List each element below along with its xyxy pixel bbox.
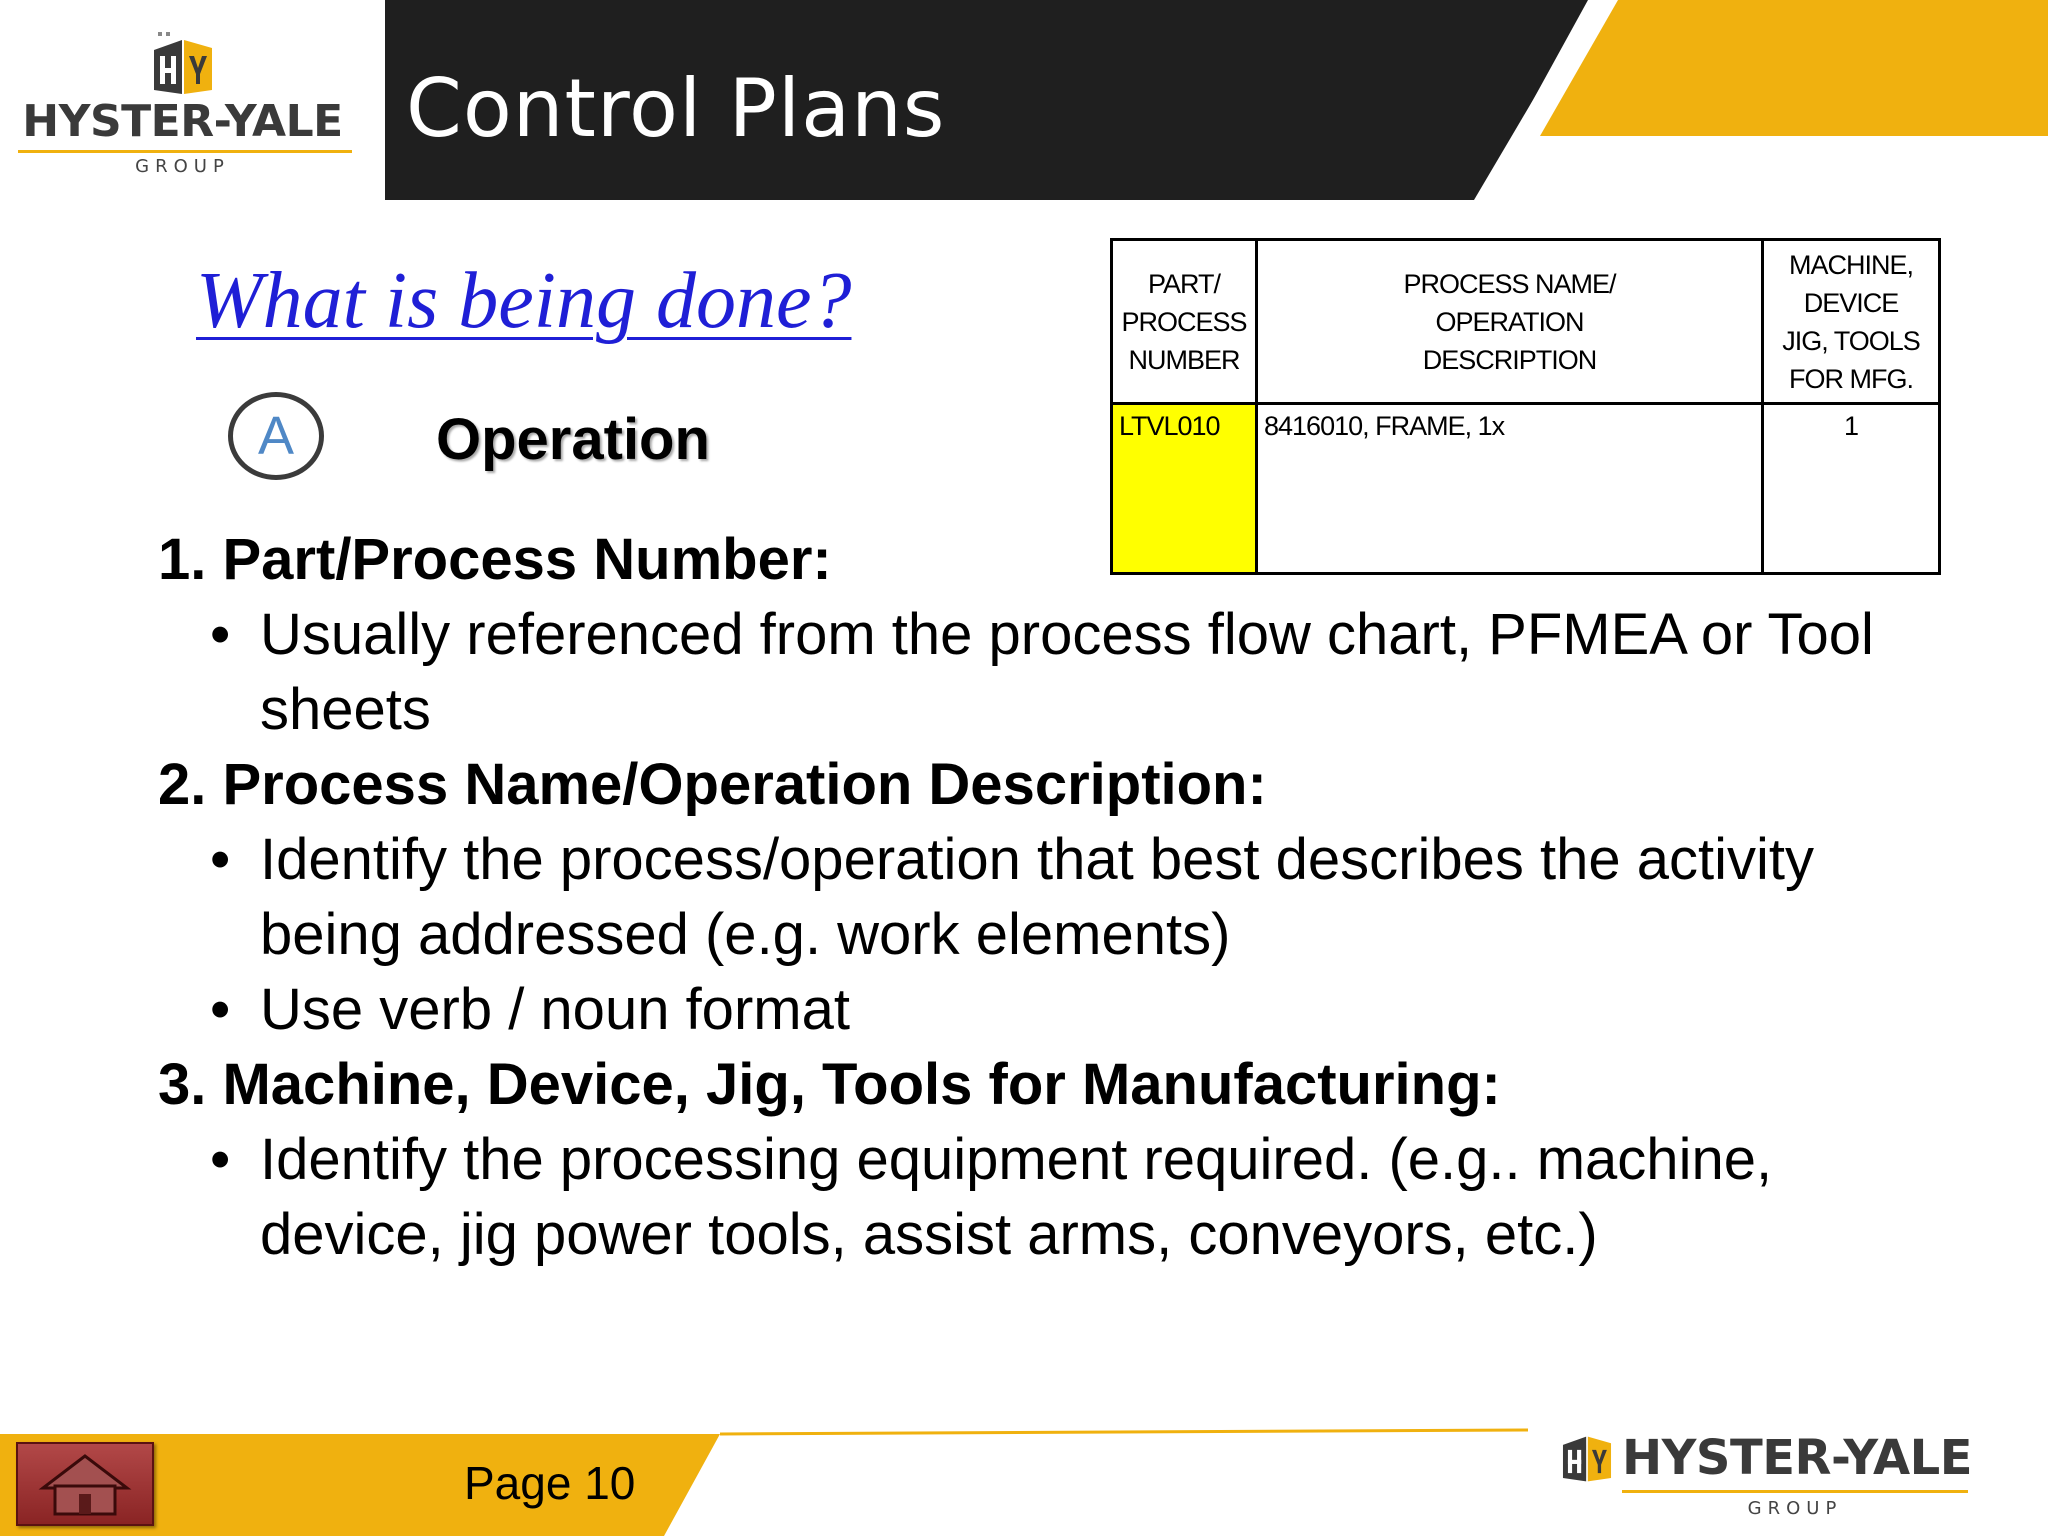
- item-heading: 2. Process Name/Operation Description:: [158, 752, 1267, 817]
- bullet-item: • Identify the processing equipment required. (e.g.. machine, device, jig power tools, assist arms, conveyors, etc.): [158, 1122, 1918, 1272]
- hyster-yale-logo-top: [10, 24, 370, 194]
- page-number: Page 10: [464, 1457, 636, 1509]
- header-machine-device: [1763, 240, 1940, 404]
- logo-wordmark: HYSTER-YALE: [22, 96, 343, 147]
- table-header-row: [1112, 240, 1940, 404]
- question-heading: What is being done?: [196, 257, 852, 345]
- header-process-name: [1257, 240, 1763, 404]
- logo-rule: [18, 150, 352, 153]
- operation-label: Operation: [436, 407, 710, 472]
- cell-machine: 1: [1763, 404, 1940, 574]
- header-line: PROCESS NAME/: [1403, 268, 1616, 299]
- cell-part-number: LTVL010: [1112, 404, 1257, 574]
- header-line: OPERATION: [1435, 306, 1584, 337]
- bullet-item: • Usually referenced from the process flow chart, PFMEA or Tool sheets: [158, 597, 1918, 747]
- logo-group-label: GROUP: [135, 156, 230, 177]
- bullet-item: • Use verb / noun format: [158, 972, 1918, 1047]
- explanation-list: [158, 522, 1918, 1272]
- logo-group-label: GROUP: [1747, 1498, 1843, 1519]
- hyster-yale-logo-bottom: [1548, 1420, 1978, 1536]
- logo-wordmark: HYSTER-YALE: [1622, 1430, 1973, 1486]
- item-heading: 1. Part/Process Number:: [158, 527, 832, 592]
- header-line: PART/: [1147, 268, 1221, 299]
- home-button[interactable]: [16, 1442, 154, 1526]
- hy-logo-icon: [1558, 1430, 1616, 1488]
- logo-rule: [1622, 1490, 1968, 1493]
- header-line: DESCRIPTION: [1422, 344, 1597, 375]
- header-part-process-number: [1112, 240, 1257, 404]
- section-letter-badge: A: [228, 392, 324, 480]
- header-line: MACHINE,: [1788, 249, 1913, 280]
- cell-description: 8416010, FRAME, 1x: [1257, 404, 1763, 574]
- header-line: NUMBER: [1128, 344, 1240, 375]
- bullet-item: • Identify the process/operation that best describes the activity being addressed (e.g. work elements): [158, 822, 1918, 972]
- hy-logo-icon: [148, 32, 218, 102]
- header-line: PROCESS: [1121, 306, 1247, 337]
- header-line: DEVICE: [1803, 287, 1899, 318]
- home-icon: [37, 1452, 133, 1516]
- item-heading: 3. Machine, Device, Jig, Tools for Manufacturing:: [158, 1052, 1501, 1117]
- slide-title: Control Plans: [406, 62, 946, 155]
- header-line: JIG, TOOLS: [1782, 325, 1920, 356]
- header-line: FOR MFG.: [1789, 363, 1913, 394]
